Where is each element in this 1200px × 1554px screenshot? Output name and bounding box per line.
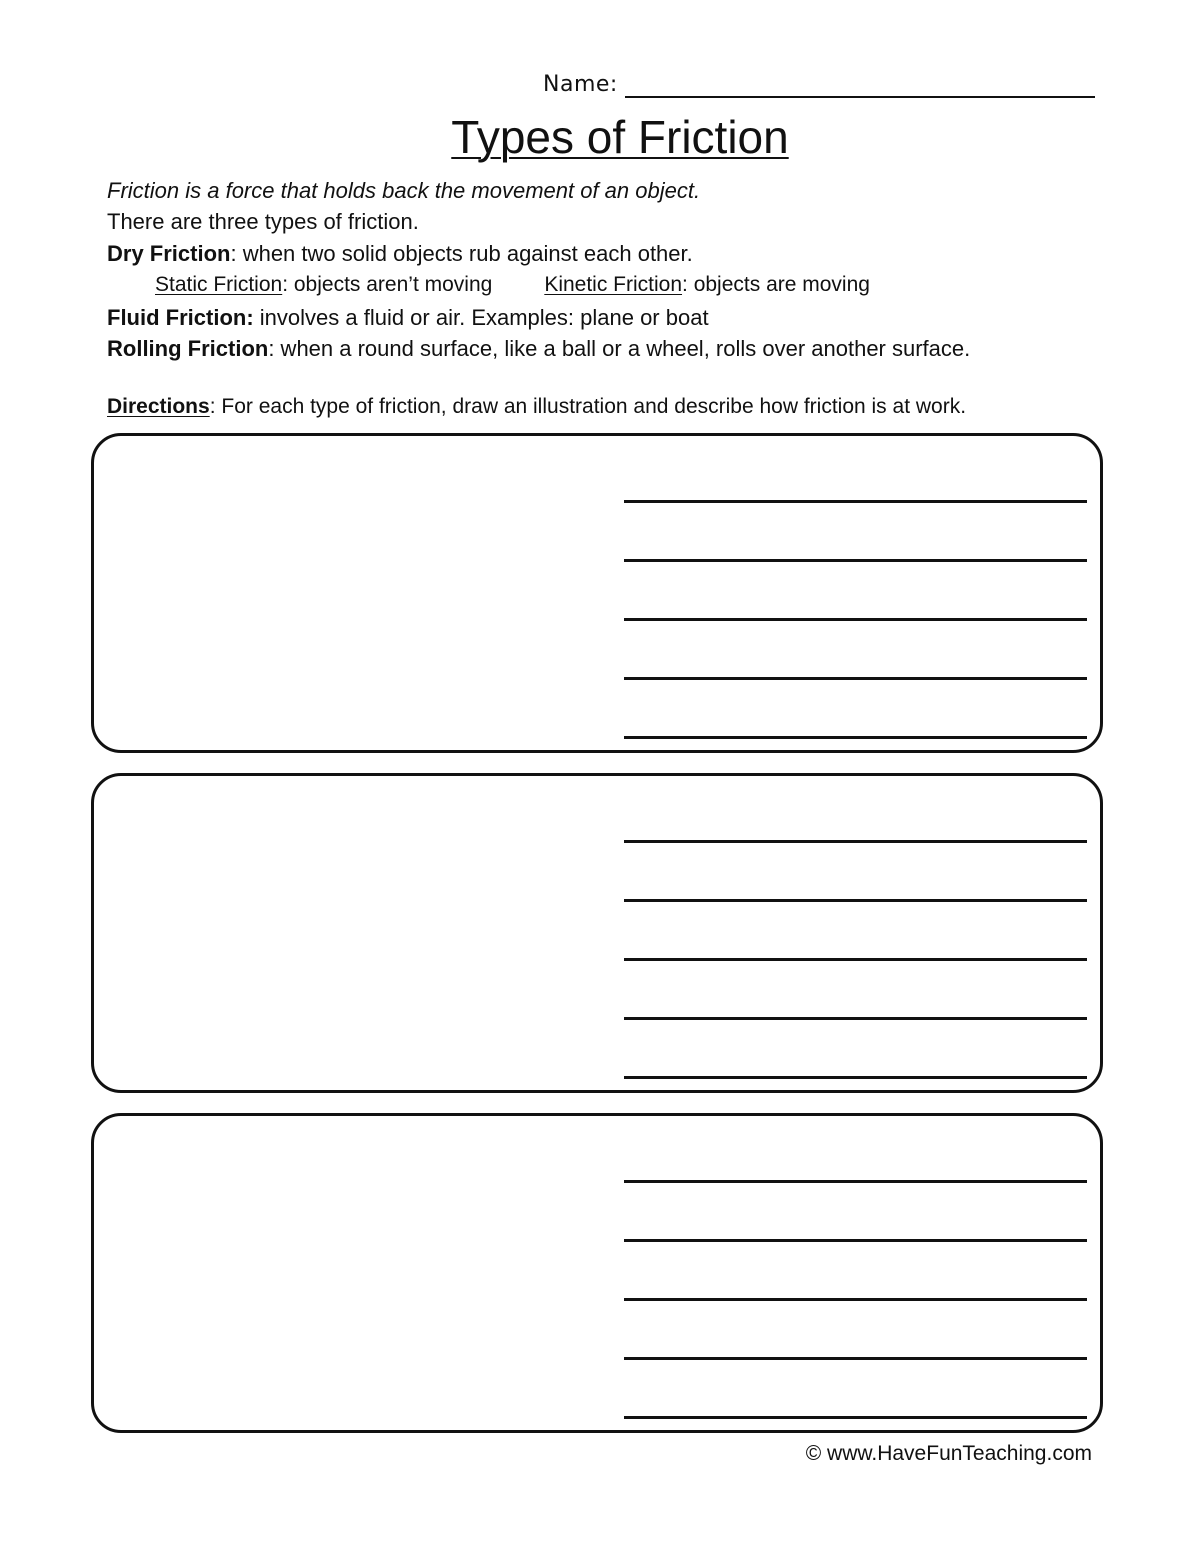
writing-line[interactable] bbox=[624, 840, 1087, 843]
rolling-friction-definition: : when a round surface, like a ball or a wheel, rolls over another surface. bbox=[268, 336, 971, 361]
intro-text: Friction is a force that holds back the movement of an object. bbox=[107, 178, 701, 203]
kinetic-friction-term: Kinetic Friction bbox=[544, 273, 683, 296]
fluid-friction-term: Fluid Friction: bbox=[107, 305, 254, 330]
directions-line bbox=[107, 395, 966, 419]
dry-friction-line bbox=[107, 241, 693, 267]
dry-friction-term: Dry Friction bbox=[107, 241, 231, 266]
writing-line[interactable] bbox=[624, 1239, 1087, 1242]
answer-box-2[interactable] bbox=[91, 773, 1103, 1093]
rolling-friction-line bbox=[107, 336, 970, 362]
static-friction-term: Static Friction bbox=[155, 273, 283, 296]
kinetic-friction-definition: : objects are moving bbox=[682, 273, 870, 296]
answer-box-3[interactable] bbox=[91, 1113, 1103, 1433]
writing-line[interactable] bbox=[624, 736, 1087, 739]
writing-line[interactable] bbox=[624, 958, 1087, 961]
writing-line[interactable] bbox=[624, 500, 1087, 503]
three-types-text: There are three types of friction. bbox=[107, 209, 419, 234]
name-row bbox=[543, 72, 1095, 102]
answer-box-1[interactable] bbox=[91, 433, 1103, 753]
writing-line[interactable] bbox=[624, 1180, 1087, 1183]
writing-line[interactable] bbox=[624, 559, 1087, 562]
name-input-line[interactable] bbox=[625, 96, 1095, 98]
directions-text: : For each type of friction, draw an illustration and describe how friction is at work. bbox=[209, 395, 967, 418]
writing-line[interactable] bbox=[624, 677, 1087, 680]
writing-line[interactable] bbox=[624, 1017, 1087, 1020]
writing-line[interactable] bbox=[624, 1357, 1087, 1360]
fluid-friction-definition: involves a fluid or air. Examples: plane or boat bbox=[253, 305, 709, 330]
name-label: Name: bbox=[543, 72, 618, 97]
writing-line[interactable] bbox=[624, 1298, 1087, 1301]
fluid-friction-line bbox=[107, 305, 709, 331]
dry-friction-definition: : when two solid objects rub against each other. bbox=[230, 241, 693, 266]
dry-friction-subtypes bbox=[155, 273, 870, 297]
copyright-footer: © www.HaveFunTeaching.com bbox=[805, 1442, 1092, 1465]
static-friction-definition: : objects aren’t moving bbox=[282, 273, 493, 296]
page-title: Types of Friction bbox=[451, 111, 789, 163]
writing-line[interactable] bbox=[624, 1416, 1087, 1419]
writing-line[interactable] bbox=[624, 899, 1087, 902]
writing-line[interactable] bbox=[624, 1076, 1087, 1079]
directions-label: Directions bbox=[107, 395, 210, 418]
rolling-friction-term: Rolling Friction bbox=[107, 336, 269, 361]
writing-line[interactable] bbox=[624, 618, 1087, 621]
